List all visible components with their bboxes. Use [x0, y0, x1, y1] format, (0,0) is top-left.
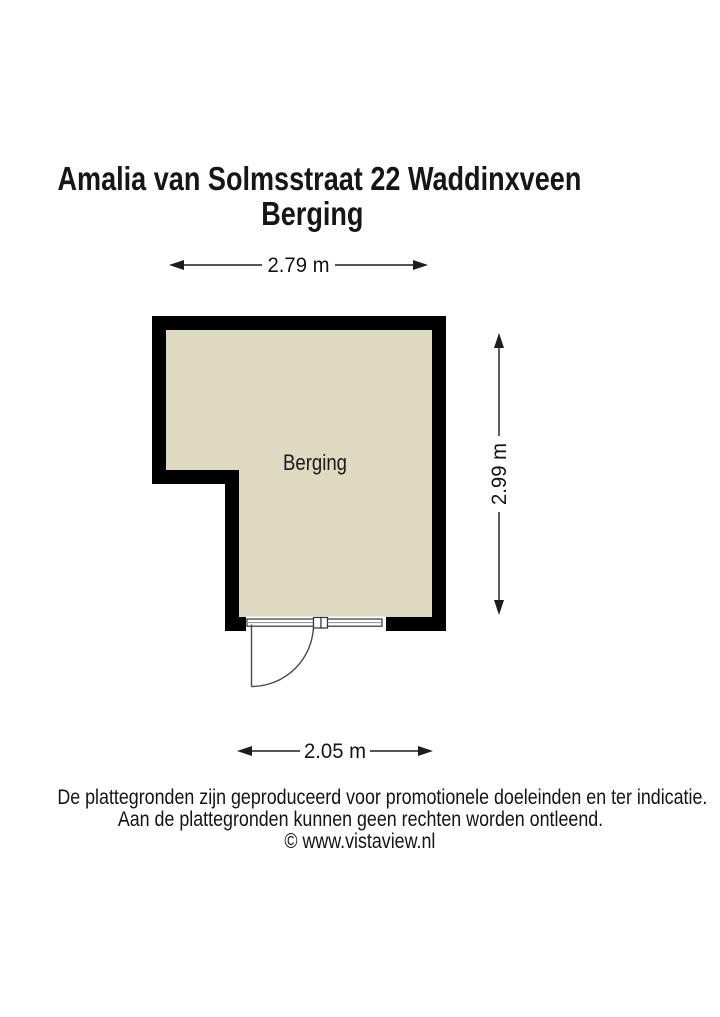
arrow-up-icon: [494, 333, 504, 348]
title-room-text: Berging: [260, 195, 364, 232]
disclaimer: [0, 787, 720, 853]
dimension-top: [169, 254, 428, 277]
room-name-label: Berging: [283, 450, 347, 475]
copyright-line: [0, 831, 720, 853]
arrow-down-icon: [494, 600, 504, 615]
disclaimer-line-2: [0, 809, 720, 831]
disclaimer-line-1: [0, 787, 720, 809]
dimension-bottom: [237, 740, 433, 763]
door-post: [321, 618, 328, 629]
dimension-top-label: 2.79 m: [267, 254, 330, 277]
arrow-right-icon: [413, 260, 428, 270]
door-post: [314, 618, 322, 629]
arrow-left-icon: [169, 260, 184, 270]
arrow-right-icon: [418, 746, 433, 756]
arrow-left-icon: [237, 746, 252, 756]
copyright-text: © www.vistaview.nl: [284, 830, 436, 853]
dimension-right: [488, 333, 511, 615]
door-swing-arc: [252, 626, 314, 687]
disclaimer-text-1: De plattegronden zijn geproduceerd voor promotionele doeleinden en ter indicatie.: [57, 786, 708, 809]
dimension-right-label: 2.99 m: [488, 440, 511, 505]
dimension-bottom-label: 2.05 m: [304, 740, 366, 763]
disclaimer-text-2: Aan de plattegronden kunnen geen rechten worden ontleend.: [117, 808, 603, 831]
title-address-text: Amalia van Solmsstraat 22 Waddinxveen: [57, 160, 582, 197]
